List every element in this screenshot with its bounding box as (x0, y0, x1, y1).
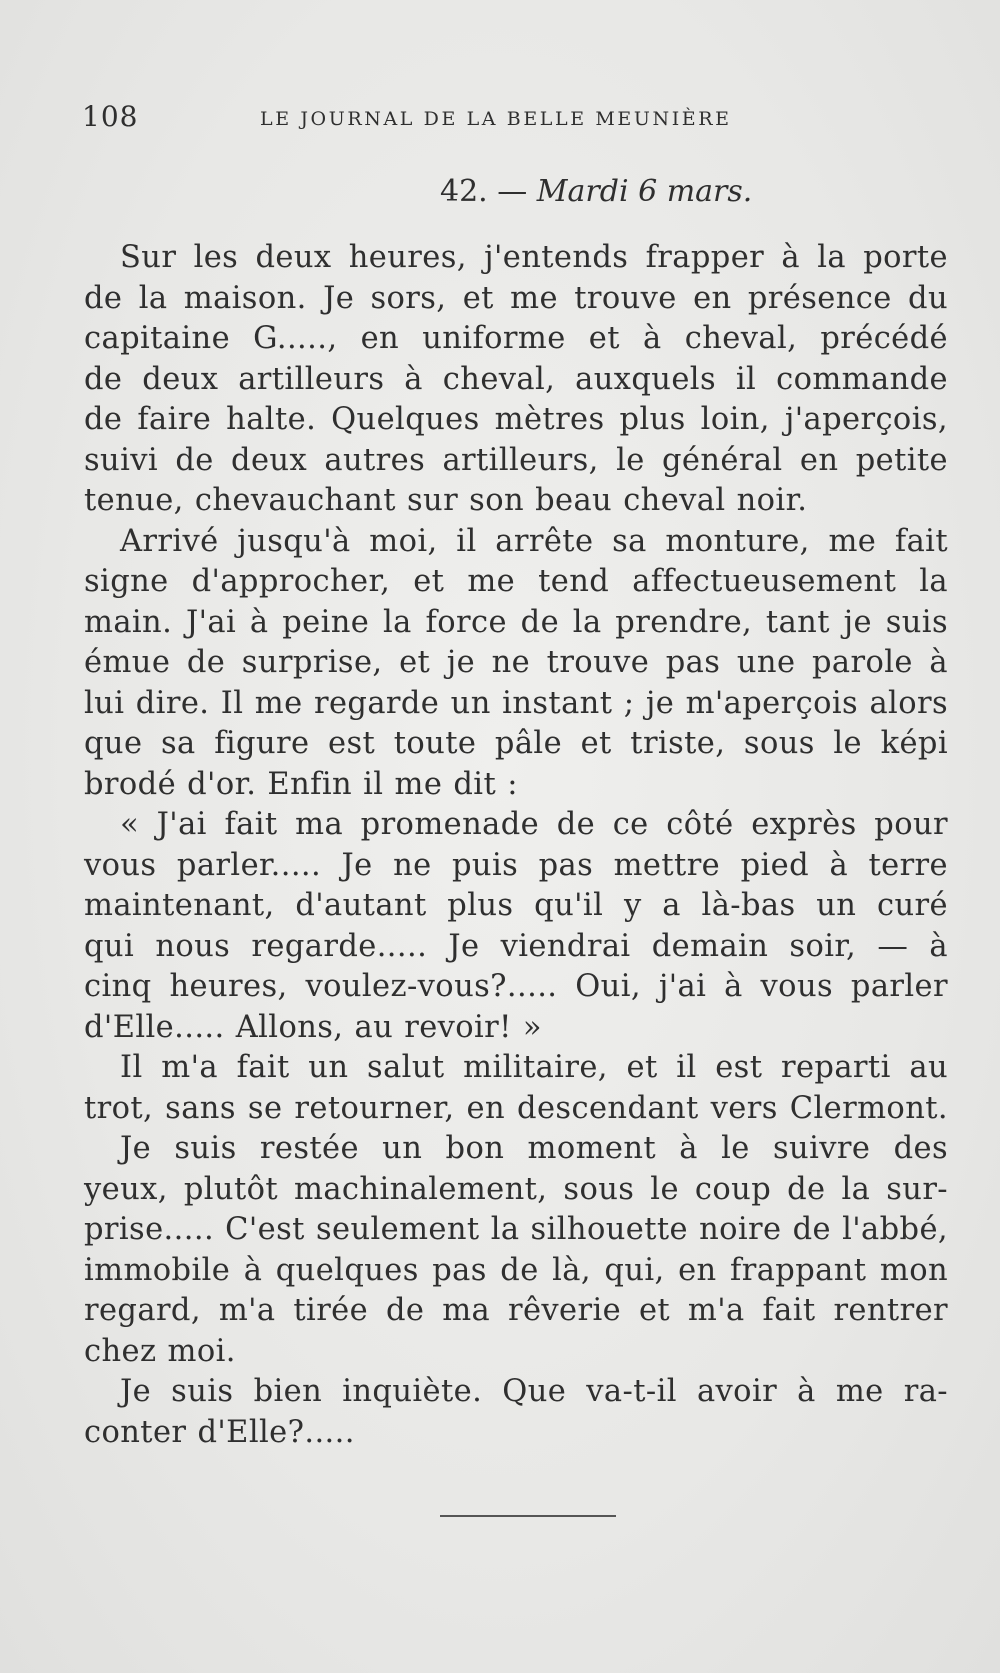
text-line: vous parler..... Je ne puis pas mettre pied à terre (84, 847, 948, 883)
text-line: lui dire. Il me regarde un instant ; je m'aperçois alors (84, 685, 948, 721)
text-line: chez moi. (84, 1333, 236, 1369)
text-line: Je suis restée un bon moment à le suivre des (120, 1131, 948, 1166)
text-line: qui nous regarde..... Je viendrai demain soir, — à (84, 928, 948, 964)
text-line: yeux, plutôt machinalement, sous le coup de la sur- (84, 1171, 948, 1207)
body-text (84, 238, 948, 1453)
text-line: brodé d'or. Enfin il me dit : (84, 766, 518, 802)
entry-heading (440, 174, 940, 209)
text-line: conter d'Elle?..... (84, 1414, 355, 1450)
section-end-rule (440, 1515, 616, 1517)
text-line: main. J'ai à peine la force de la prendre, tant je suis (84, 604, 948, 640)
text-line: émue de surprise, et je ne trouve pas une parole à (84, 645, 948, 680)
entry-date: Mardi 6 mars. (536, 174, 753, 209)
running-head (82, 100, 762, 140)
text-line: immobile à quelques pas de là, qui, en frappant mon (84, 1252, 948, 1288)
text-line: trot, sans se retourner, en descendant vers Clermont. (84, 1090, 948, 1126)
text-line: prise..... C'est seulement la silhouette noire de l'abbé, (84, 1212, 948, 1247)
text-line: signe d'approcher, et me tend affectueusement la (84, 564, 948, 599)
text-line: que sa figure est toute pâle et triste, sous le képi (84, 726, 948, 761)
text-line: de deux artilleurs à cheval, auxquels il commande (84, 361, 948, 397)
text-line: Je suis bien inquiète. Que va-t-il avoir à me ra- (120, 1374, 948, 1409)
text-line: « J'ai fait ma promenade de ce côté exprès pour (120, 807, 948, 842)
text-line: suivi de deux autres artilleurs, le général en petite (84, 442, 948, 478)
text-line: regard, m'a tirée de ma rêverie et m'a fait rentrer (84, 1293, 948, 1328)
entry-number: 42. — (440, 174, 528, 209)
text-line: maintenant, d'autant plus qu'il y a là-bas un curé (84, 888, 948, 923)
text-line: cinq heures, voulez-vous?..... Oui, j'ai à vous parler (84, 969, 948, 1004)
text-line: de faire halte. Quelques mètres plus loin, j'aperçois, (84, 402, 948, 437)
text-line: de la maison. Je sors, et me trouve en présence du (84, 280, 948, 316)
text-line: Arrivé jusqu'à moi, il arrête sa monture, me fait (120, 523, 948, 559)
text-line: tenue, chevauchant sur son beau cheval noir. (84, 483, 808, 518)
text-line: capitaine G....., en uniforme et à cheval, précédé (84, 321, 948, 356)
text-line: d'Elle..... Allons, au revoir! » (84, 1009, 542, 1045)
text-line: Sur les deux heures, j'entends frapper à la porte (120, 240, 948, 275)
page-number: 108 (82, 100, 139, 133)
running-title: LE JOURNAL DE LA BELLE MEUNIÈRE (260, 108, 732, 130)
text-line: Il m'a fait un salut militaire, et il est reparti au (120, 1050, 948, 1085)
